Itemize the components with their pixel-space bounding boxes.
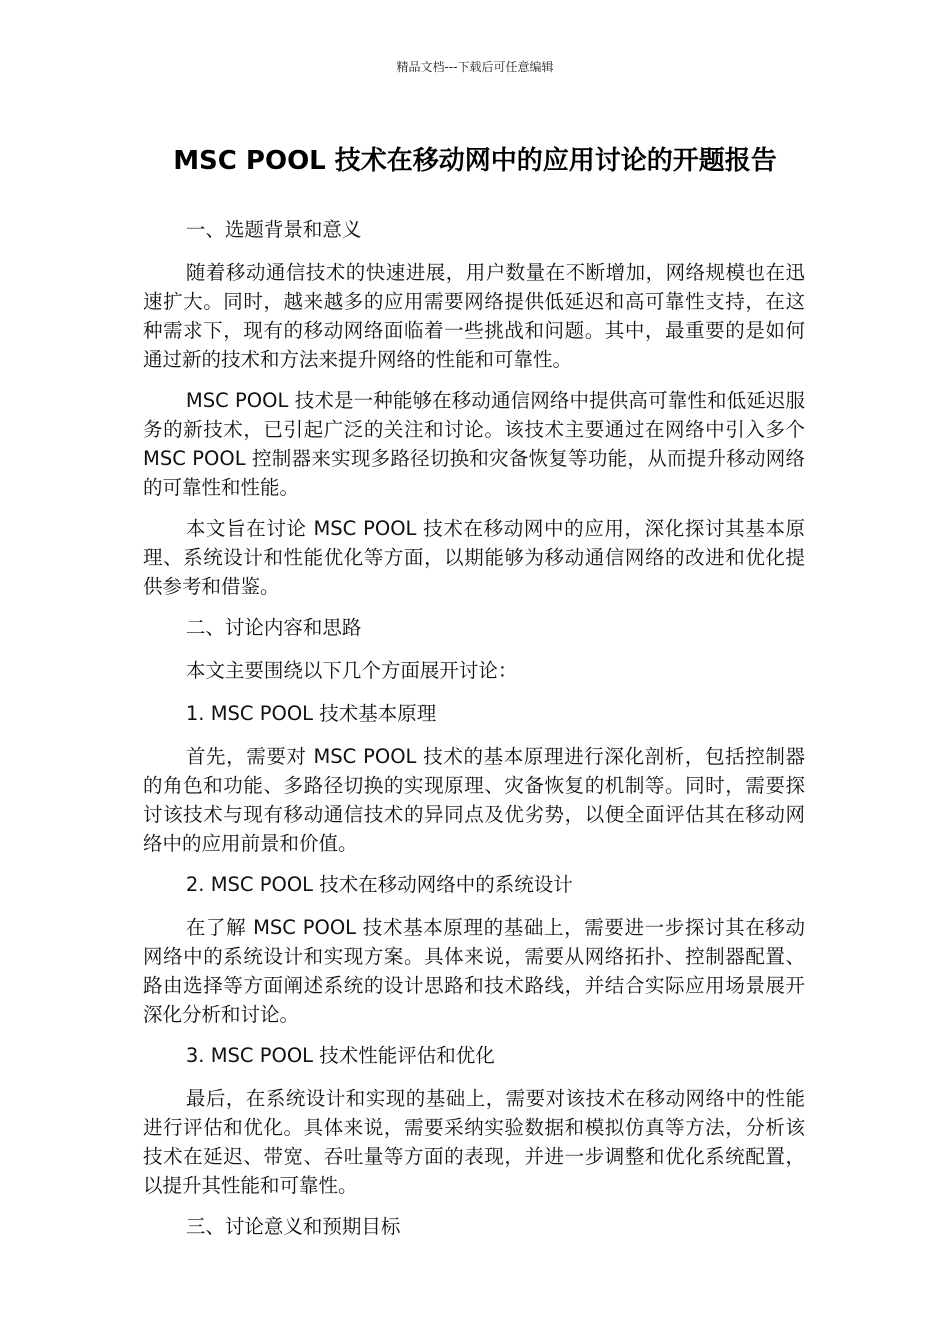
subheading-3: 3. MSC POOL 技术性能评估和优化 xyxy=(185,1044,495,1067)
section-heading-2: 二、讨论内容和思路 xyxy=(185,616,362,639)
header-note: 精品文档---下载后可任意编辑 xyxy=(396,60,554,74)
paragraph: 本文旨在讨论 MSC POOL 技术在移动网中的应用，深化探讨其基本原理、系统设计和性能优化等方面，以期能够为移动通信网络的改进和优化提供参考和借鉴。 xyxy=(143,517,805,598)
section-heading-3: 三、讨论意义和预期目标 xyxy=(185,1215,401,1238)
section-heading-1: 一、选题背景和意义 xyxy=(185,218,362,241)
document-title: MSC POOL 技术在移动网中的应用讨论的开题报告 xyxy=(173,146,777,176)
subheading-2: 2. MSC POOL 技术在移动网络中的系统设计 xyxy=(185,873,573,896)
paragraph: 在了解 MSC POOL 技术基本原理的基础上，需要进一步探讨其在移动网络中的系统设计和实现方案。具体来说，需要从网络拓扑、控制器配置、路由选择等方面阐述系统的设计思路和技术路线，并结合实际应用场景展开深化分析和讨论。 xyxy=(143,916,805,1026)
subheading-1: 1. MSC POOL 技术基本原理 xyxy=(185,702,437,725)
paragraph: 首先，需要对 MSC POOL 技术的基本原理进行深化剖析，包括控制器的角色和功能、多路径切换的实现原理、灾备恢复的机制等。同时，需要探讨该技术与现有移动通信技术的异同点及优劣势，以便全面评估其在移动网络中的应用前景和价值。 xyxy=(143,745,805,855)
paragraph: 最后，在系统设计和实现的基础上，需要对该技术在移动网络中的性能进行评估和优化。具体来说，需要采纳实验数据和模拟仿真等方法，分析该技术在延迟、带宽、吞吐量等方面的表现，并进一步调整和优化系统配置，以提升其性能和可靠性。 xyxy=(143,1087,805,1197)
paragraph: 本文主要围绕以下几个方面展开讨论： xyxy=(185,659,518,682)
paragraph: 随着移动通信技术的快速进展，用户数量在不断增加，网络规模也在迅速扩大。同时，越来越多的应用需要网络提供低延迟和高可靠性支持，在这种需求下，现有的移动网络面临着一些挑战和问题。其中，最重要的是如何通过新的技术和方法来提升网络的性能和可靠性。 xyxy=(143,261,805,371)
paragraph: MSC POOL 技术是一种能够在移动通信网络中提供高可靠性和低延迟服务的新技术，已引起广泛的关注和讨论。该技术主要通过在网络中引入多个 MSC POOL 控制器来实现多路径切换和灾备恢复等功能，从而提升移动网络的可靠性和性能。 xyxy=(143,389,805,499)
document-body xyxy=(143,215,805,1255)
